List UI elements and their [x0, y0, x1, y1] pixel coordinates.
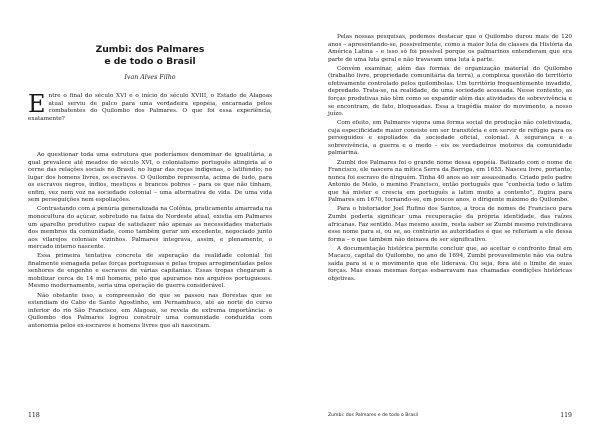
- body-paragraph: Zumbi dos Palmares foi o grande nome dessa epopéia. Batizado com o nome de Francisco, ele nascera na mítica Serra da Barriga, em 1655. Nasceu livre, portanto; nunca foi escravo de ninguém. Tinha 40 anos ao ser assassinado. Criado pelo padre Antonio de Melo, o menino Francisco, então português que “conhecia todo o latim que há mister e crescia em português a latim muito a contento”, fugira para Palmares em 1670, tornando-se, em poucos anos, o dirigente máximo do Quilombo.: [328, 159, 572, 204]
- article-title-line2: e de todo o Brasil: [104, 56, 196, 67]
- page-number-right: 119: [560, 412, 572, 419]
- right-body-column: [328, 34, 572, 285]
- article-title-line1: Zumbi: dos Palmares: [95, 44, 205, 55]
- body-paragraph: Para o historiador Joel Rufino dos Santos, a troca de nomes de Francisco para Zumbi poderia significar uma recuperação da própria identidade, das raízes africanas. Faz sentido. Mas mesmo assim, resta saber se Zumbi mesmo reivindicava esse nome para si, ou se, ao contrário as autoridades é que se referiam a ele dessa forma – o que também não deixava de ser significativo.: [328, 206, 572, 243]
- intro-paragraph: [28, 90, 272, 123]
- right-page: [300, 0, 600, 444]
- intro-text: ntre o final do século XVI e o início do século XVIII, o Estado de Alagoas atual serviu de palco para uma verdadeira epopéia, encarnada pelos combatentes do Quilombo dos Palmares. O que foi essa experiência, exatamente?: [28, 93, 272, 122]
- drop-cap: E: [28, 90, 46, 118]
- body-paragraph: A documentação histórica permite concluir que, ao aceitar o confronto final em Macaco, capital do Quilombo, no ano de 1694, Zumbi provavelmente não via outra saída para si e o movimento que ele liderava. Ou seja, fora até o limite de suas forças. Mas essas mesmas forças esbarravam nas chamadas condições históricas objetivas.: [328, 245, 572, 282]
- body-paragraph: Pelas nossas pesquisas, podemos destacar que o Quilombo durou mais de 120 anos – apresentando-se, possivelmente, como a maior luta de classes da História da América Latina – e isso só foi possível porque os palmarinos entenderam que era parte de uma luta geral e não travavam uma luta à parte.: [328, 34, 572, 63]
- running-footer: Zumbi: dos Palmares e de todo o Brasil: [328, 413, 419, 418]
- body-paragraph: Convém examinar, além das formas de organização material do Quilombo (trabalho livre, propriedade comunitária da terra), a complexa questão do território efetivamente controlado pelos quilombolas. Um território frequentemente invadido, depredado. Trata-se, na realidade, de uma sociedade acossada. Nesse contexto, as forças produtivas não têm como se expandir além das atividades de sobrevivência e se encontram, de fato, bloqueadas. Essa a tragédia maior do movimento, a nosso juízo.: [328, 65, 572, 118]
- body-paragraph: Não obstante isso, a compreensão do que se passou nas florestas que se estendiam do Cabo de Santo Agostinho, em Pernambuco, até ao norte do curso inferior do rio São Francisco, em Alagoas, se revela de extrema importância: o Quilombo dos Palmares logrou construir uma comunidade conduzida com autonomia pelos ex-escravos e homens livres que ali nasceram.: [28, 292, 272, 329]
- body-paragraph: Contrastando com a penúria generalizada na Colônia, praticamente amarrada na monocultura do açúcar, sobretudo na faixa do Nordeste atual, existia em Palmares um aparelho produtivo capaz de satisfazer não apenas as necessidades materiais dos membros da comunidade, como também gerar um excedente, negociado junto aos vilarejos coloniais vizinhos. Palmares integrava, assim, e plenamente, o mercado interno nascente.: [28, 206, 272, 251]
- body-paragraph: Essa primeira tentativa concreta de superação da realidade colonial foi finalmente esmagada pelas forças portuguesas e pelas tropas arregimentadas pelos senhores de engenho e escravos de várias capitanias. Essas tropas chegaram a mobilizar cerca de 14 mil homens, pelo que apuramos nos arquivos portugueses. Mesmo modernamente, seria uma operação de guerra considerável.: [28, 253, 272, 290]
- left-body-column: [28, 152, 272, 332]
- body-paragraph: Ao questionar toda uma estrutura que poderíamos denominar de igualitária, a qual prevalece até meados do século XVI, o colonialismo português atingiria aí o cerne das relações sociais no Brasil: no lugar das roças indígenas, o latifúndio; no lugar dos homens livres, os escravos. O Quilombo representa, acima de tudo, para os escravos negros, índios, mestiços e brancos pobres – para os que não tinham, enfim, vez nem voz na sociedade colonial – uma alternativa de vida. De uma vida sem perseguições nem espoliações.: [28, 152, 272, 204]
- body-paragraph: Com efeito, em Palmares vigora uma forma social de produção não coletivizada, cuja especificidade maior consiste em ser transitória e em servir de refúgio para os perseguidos e espoliados da sociedade oficial, colonial. A segurança e a sobrevivência, a guerra e o medo – eis os verdadeiros motores da comunidade palmarina.: [328, 120, 572, 157]
- author-name: Ivan Alves Filho: [124, 74, 176, 81]
- page-number-left: 118: [28, 412, 40, 419]
